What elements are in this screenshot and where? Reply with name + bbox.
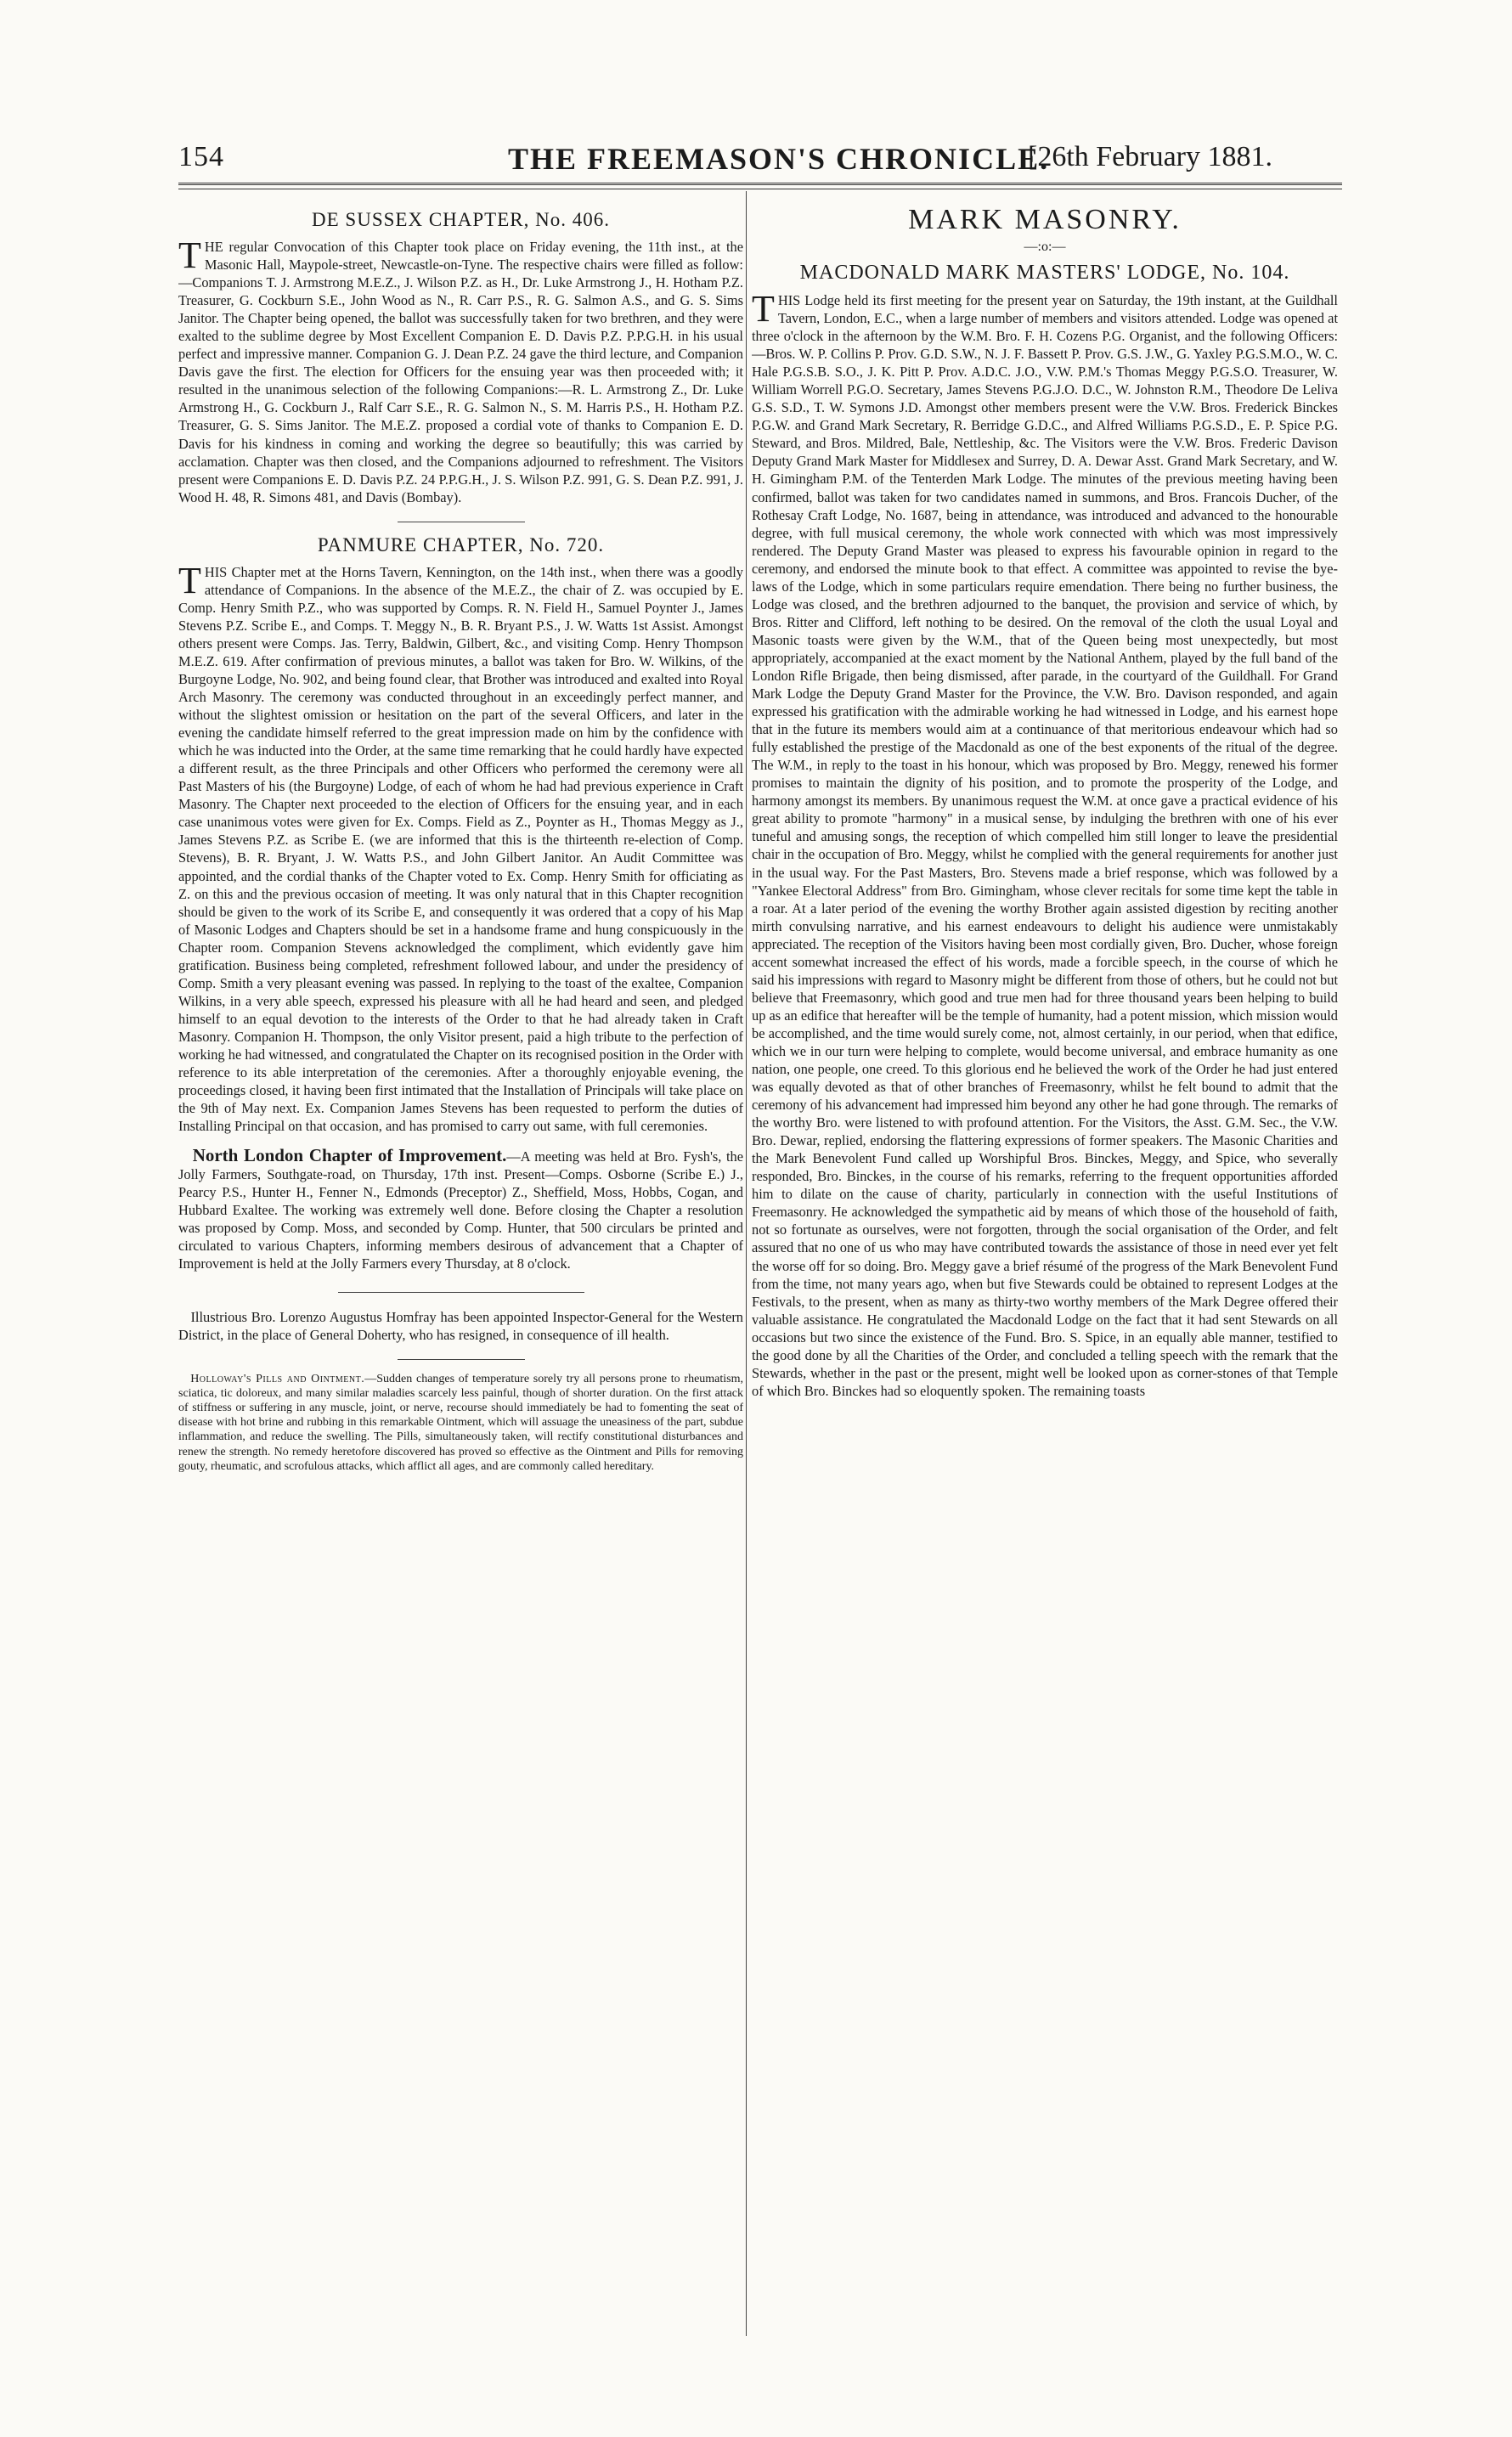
article-heading-panmure: PANMURE CHAPTER, No. 720. xyxy=(317,533,605,556)
masthead-rule xyxy=(178,183,1342,189)
column-divider xyxy=(746,191,747,2336)
left-column xyxy=(178,204,743,2412)
page-number: 154 xyxy=(178,141,224,172)
advert-holloway xyxy=(178,1372,743,1474)
article-heading-macdonald: MACDONALD MARK MASTERS' LODGE, No. 104. xyxy=(799,262,1290,284)
section-title-mark-masonry: MARK MASONRY. xyxy=(908,204,1182,235)
article-text-homfray: Illustrious Bro. Lorenzo Augustus Homfray has been appointed Inspector-General for the Western District, in the place of General Doherty, who has resigned, in consequence of ill health. xyxy=(178,1308,743,1343)
section-separator: —:o:— xyxy=(1024,240,1066,254)
article-body-panmure: THIS Chapter met at the Horns Tavern, Kennington, on the 14th inst., when there was a goodly attendance of Companions. In the absence of the M.E.Z., the chair of Z. was occupied by E. Comp. Henry Smith P.Z., who was supported by Comps. R. N. Field H., Samuel Poynter J., James Stevens P.Z. Scribe E., and Comps. T. Meggy N., B. R. Bryant P.S., J. W. Watts 1st Assist. Amongst others present were Comps. Jas. Terry, Baldwin, Gilbert, &c., and visiting Comp. Henry Thompson M.E.Z. 619. After confirmation of previous minutes, a ballot was taken for Bro. W. Wilkins, of the Burgoyne Lodge, No. 902, and being found clear, that Brother was introduced and exalted into Royal Arch Masonry. The ceremony was conducted throughout in an exceedingly perfect manner, and without the slightest omission or hesitation on the part of the several Officers, and later in the evening the candidate himself referred to the great impression made on him by the confidence with which he was inducted into the Order, at the same time remarking that he could hardly have expected a different result, as the three Principals and other Officers who performed the ceremony were all Past Masters of his (the Burgoyne) Lodge, of each of whom he had had previous experience in Craft Masonry. The Chapter next proceeded to the election of Officers for the ensuing year, and in each case unanimous votes were given for Ex. Comps. Field as Z., Poynter as H., Thomas Meggy as J., James Stevens P.Z. as Scribe E. (we are informed that this is the thirteenth re-election of Comp. Stevens), B. R. Bryant, J. W. Watts P.S., and John Gilbert Janitor. An Audit Committee was appointed, and the cordial thanks of the Chapter voted to Ex. Comp. Henry Smith for officiating as Z. on this and the previous occasion of meeting. It was only natural that in this Chapter recognition should be given to the work of its Scribe E, and consequently it was ordered that a copy of his Map of Masonic Lodges and Chapters should be set in a handsome frame and hung conspicuously in the Chapter room. Companion Stevens acknowledged the compliment, which evidently gave him gratification. Business being completed, refreshment followed labour, and under the presidency of Comp. Smith a very pleasant evening was passed. In replying to the toast of the exaltee, Companion Wilkins, in a very able speech, expressed his pleasure with all he had heard and seen, and pledged himself to an equal devotion to the interests of the Order to that he had already taken in Craft Masonry. Companion H. Thompson, the only Visitor present, paid a high tribute to the perfection of working he had witnessed, and congratulated the Chapter on its recognised position in the Order with reference to its able interpretation of the ceremonies. After a thoroughly enjoyable evening, the proceedings closed, it having been first intimated that the Installation of Principals will take place on the 9th of May next. Ex. Companion James Stevens has been requested to perform the duties of Installing Principal on that occasion, and has promised to carry out same, with full ceremonies. xyxy=(178,559,743,1135)
right-column xyxy=(752,204,1338,2412)
advert-text-holloway: —Sudden changes of temperature sorely try all persons prone to rheumatism, sciatica, tic doloreux, and many similar maladies scarcely less painful, though of shorter duration. On the first attack of stiffness or suffering in any muscle, joint, or nerve, recourse should immediately be had to fomenting the seat of disease with hot brine and rubbing in this remarkable Ointment, which will assuage the uneasiness of the part, subdue inflammation, and reduce the swelling. The Pills, simultaneously taken, will rectify constitutional disturbances and renew the strength. No remedy heretofore discovered has proved so effective as the Ointment and Pills for removing gouty, rheumatic, and scrofulous attacks, which afflict all ages, and are commonly called hereditary. xyxy=(178,1372,743,1473)
article-lead-north-london: North London Chapter of Improvement. xyxy=(192,1145,507,1166)
article-body-homfray xyxy=(178,1308,743,1344)
issue-date: [26th February 1881. xyxy=(1028,141,1273,172)
article-divider xyxy=(398,1359,525,1360)
article-body-de-sussex: THE regular Convocation of this Chapter took place on Friday evening, the 11th inst., at the Masonic Hall, Maypole-street, Newcastle-on-Tyne. The respective chairs were filled as follow:—Companions T. J. Armstrong M.E.Z., J. Wilson P.Z. as H., Dr. Luke Armstrong J., H. Hotham P.Z. Treasurer, G. Cockburn S.E., John Wood as N., R. Carr P.S., R. G. Salmon A.S., and G. S. Sims Janitor. The Chapter being opened, the ballot was successfully taken for two brethren, and they were exalted to the sublime degree by Most Excellent Companion E. D. Davis P.Z. P.P.G.H. in his usual perfect and impressive manner. Companion G. J. Dean P.Z. 24 gave the third lecture, and Companion Davis gave the first. The election for Officers for the ensuing year was then proceeded with; it resulted in the unanimous selection of the following Companions:—R. L. Armstrong Z., Dr. Luke Armstrong H., G. Cockburn J., Ralf Carr S.E., R. G. Salmon N., S. M. Harris P.S., H. Hotham P.Z. Treasurer, G. S. Sims Janitor. The M.E.Z. proposed a cordial vote of thanks to Companion E. D. Davis for his kindness in coming and working the degree so beautifully; this was carried by acclamation. Chapter was then closed, and the Companions adjourned to refreshment. The Visitors present were Companions E. D. Davis P.Z. 24 P.P.G.H., J. S. Wilson P.Z. 991, G. S. Dean P.Z. 991, J. Wood H. 48, R. Simons 481, and Davis (Bombay). xyxy=(178,234,743,505)
article-body-macdonald: THIS Lodge held its first meeting for the present year on Saturday, the 19th instant, at the Guildhall Tavern, London, E.C., when a large number of members and visitors attended. Lodge was opened at three o'clock in the afternoon by the W.M. Bro. F. H. Cozens P.G. Organist, and the following Officers:—Bros. W. P. Collins P. Prov. G.D. S.W., N. J. F. Bassett P. Prov. G.S. J.W., G. Yaxley P.G.S.M.O., W. C. Hale P.G.S.B. S.O., J. K. Pitt P. Prov. A.D.C. J.O., V.W. P.M.'s Thomas Meggy P.G.S.O. Treasurer, W. William Worrell P.G.O. Secretary, James Stevens P.G.J.O. D.C., W. Johnston R.M., Theodore De Leliva G.S. S.D., T. W. Symons J.D. Amongst other members present were the V.W. Bros. Frederick Binckes P.G.W. and Grand Mark Secretary, R. Berridge G.D.C., and Alfred Williams P.G.S.D., E. P. Spice P.G. Steward, and Bros. Mildred, Bale, Nettleship, &c. The Visitors were the V.W. Bros. Frederic Davison Deputy Grand Mark Master for Middlesex and Surrey, D. A. Dewar Asst. Grand Mark Secretary, and W. H. Gimingham P.M. of the Tenterden Mark Lodge. The minutes of the previous meeting having been confirmed, ballot was taken for two candidates named in summons, and Bros. Francois Ducher, of the Rothesay Craft Lodge, No. 1687, being in attendance, was introduced and advanced to the honourable degree, with full musical ceremony, the whole work connected with which was most impressively rendered. The Deputy Grand Master was pleased to express his favourable opinion in regard to the ceremony, and endorsed the minute book to that effect. A committee was appointed to revise the bye-laws of the Lodge, which in some particulars require emendation. There being no further business, the Lodge was closed, and the brethren adjourned to the banquet, the provision and service of which, by Bros. Ritter and Clifford, left nothing to be desired. On the removal of the cloth the usual Loyal and Masonic toasts were given by the W.M., that of the Queen being most unexpectedly, but most appropriately, accompanied at the exact moment by the National Anthem, played by the full band of the London Rifle Brigade, then being dismissed, after parade, in the courtyard of the Guildhall. For Grand Mark Lodge the Deputy Grand Master for the Province, the V.W. Bro. Davison responded, and again expressed his gratification with the admirable working he had witnessed in Lodge, and his earnest hope that in the future its members would aim at a continuance of that meritorious endeavour which had so fully established the prestige of the Macdonald as one of the best exponents of the ritual of the degree. The W.M., in reply to the toast in his honour, which was proposed by Bro. Meggy, renewed his former promises to maintain the dignity of his position, and to promote the prosperity of the Lodge, and harmony amongst its members. By unanimous request the W.M. at once gave a practical evidence of his great ability to promote "harmony" in a musical sense, by indulging the brethren with one of his ever tuneful and amusing songs, the reception of which compelled him still longer to leave the presidential chair in the occupation of Bro. Meggy, whilst he complied with the general requirements for another just in the usual way. For the Past Masters, Bro. Stevens made a brief response, which was followed by a "Yankee Electoral Address" from Bro. Gimingham, whose clever recitals for some time kept the table in a roar. At a later period of the evening the worthy Brother again assisted digestion by reciting another mirth convulsing narrative, and his earnest endeavours to delight his audience were unmistakably appreciated. The reception of the Visitors having been most cordially given, Bro. Ducher, whose foreign accent somewhat increased the effect of his words, made a forcible speech, in the course of which he said his impressions with regard to Masonry might be different from those of others, but he could not but believe that Freemasonry, which good and true men had for three thousand years been helping to build up as an edifice that hereafter will be the temple of humanity, had a potent mission, which mission would be accomplished, and the time would surely come, not, almost certainly, in our period, when that edifice, which we in our turn were helping to complete, would become universal, and embrace humanity as one nation, one people, one creed. To this glorious end he believed the work of the Order he had just entered was equally devoted as that of other branches of Freemasonry, whilst he felt bound to admit that the ceremony of his advancement had impressed him beyond any other he had gone through. The remarks of the worthy Bro. were listened to with profound attention. For the Visitors, the Asst. G.M. Sec., the V.W. Bro. Dewar, replied, endorsing the flattering expressions of former speakers. The Masonic Charities and the Mark Benevolent Fund called up Worshipful Bros. Binckes, Meggy, and Spice, who severally responded, Bro. Binckes, in the course of his remarks, referring to the frequent opportunities afforded him to dilate on the cause of charity, particularly in connection with the useful Institutions of Freemasonry. He acknowledged the sympathetic aid by means of which those of the household of faith, not so fortunate as ourselves, were not forgotten, through the social organisation of the Order, and felt assured that no one of us who may have contributed towards the assistance of those in need ever yet felt the worse off for so doing. Bro. Meggy gave a brief résumé of the progress of the Mark Benevolent Fund from the time, not many years ago, when but five Stewards could be obtained to represent Lodges at the Festivals, to the present, when as many as thirty-two worthy members of the Mark Degree offered their valuable assistance. He congratulated the Macdonald Lodge on the fact that it had sent Stewards on all occasions but two since the existence of the Fund. Bro. S. Spice, in an equally able manner, testified to the good done by all the Charities of the Order, and concluded a telling speech with the remark that the Stewards, whether in the past or the present, might well be looked upon as corner-stones of that Temple of which Bro. Binckes had so eloquently spoken. The remaining toasts xyxy=(752,288,1338,1399)
article-body-north-london xyxy=(178,1147,743,1272)
article-divider xyxy=(338,1292,584,1293)
article-text-north-london: —A meeting was held at Bro. Fysh's, the Jolly Farmers, Southgate-road, on Thursday, 17th inst. Present—Comps. Osborne (Scribe E.) J., Pearcy P.S., Hunter H., Fenner N., Edmonds (Preceptor) Z., Sheffield, Moss, Hobbs, Cogan, and Hubbard Exaltee. The working was extremely well done. Before closing the Chapter a resolution was proposed by Comp. Moss, and seconded by Comp. Hunter, that 500 circulars be printed and circulated to various Chapters, informing members desirous of advancement that a Chapter of Improvement is held at the Jolly Farmers every Thursday, at 8 o'clock. xyxy=(178,1148,743,1272)
article-heading-de-sussex: DE SUSSEX CHAPTER, No. 406. xyxy=(312,209,610,230)
newspaper-title: THE FREEMASON'S CHRONICLE. xyxy=(508,142,1050,176)
masthead xyxy=(178,138,1342,189)
advert-lead-holloway: Holloway's Pills and Ointment. xyxy=(190,1372,365,1385)
